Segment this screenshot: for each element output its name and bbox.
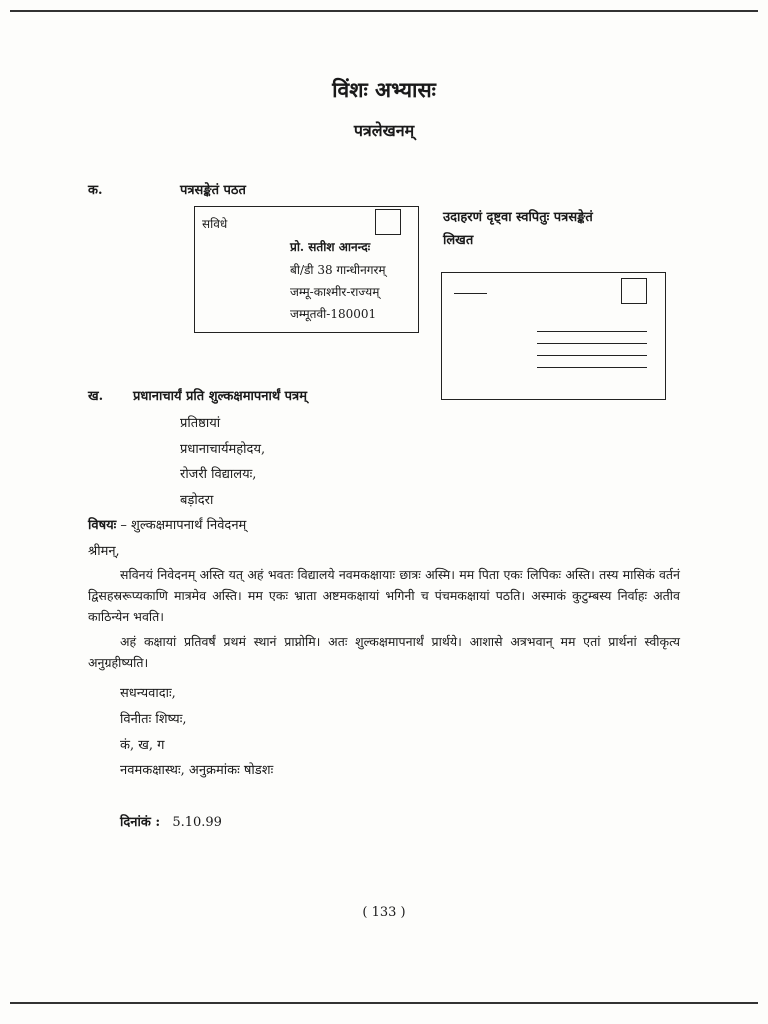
subject-label: विषयः — [88, 518, 117, 533]
example-postcard — [194, 206, 419, 333]
blank-address-line — [537, 343, 647, 344]
stamp-box — [375, 209, 401, 235]
address-line: बी/डी 38 गान्धीनगरम् — [290, 263, 386, 277]
page-subtitle: पत्रलेखनम् — [353, 121, 415, 140]
recipient-line: प्रतिष्ठायां — [180, 416, 221, 431]
letter-paragraph-2: अहं कक्षायां प्रतिवर्षं प्रथमं स्थानं प्राप्नोमि। अतः शुल्कक्षमापनार्थं प्रार्थये। आशासे अत्रभवान् मम एतां प्रार्थनां स्वीकृत्य अनुग्रहीष्यति। — [88, 634, 680, 670]
closing-line: नवमकक्षास्थः, अनुक्रमांकः षोडशः — [120, 763, 274, 778]
bottom-rule — [10, 1002, 758, 1004]
page-number: ( 133 ) — [362, 905, 406, 920]
section-ka-label: पत्रसङ्केतं पठत — [180, 183, 246, 198]
subject-text: – शुल्कक्षमापनार्थं निवेदनम् — [120, 518, 247, 533]
address-line: जम्मू-काश्मीर-राज्यम् — [290, 285, 380, 299]
page-title: विंशः अभ्यासः — [332, 77, 436, 102]
section-kha-marker: ख. — [88, 389, 104, 404]
section-ka-marker: क. — [88, 183, 103, 198]
closing-line: सधन्यवादाः, — [120, 686, 176, 701]
blank-postcard — [441, 272, 666, 400]
date-label: दिनांकं : — [120, 815, 161, 830]
stamp-box — [621, 278, 647, 304]
card-corner-text: सविधे — [202, 217, 228, 231]
recipient-line: बड़ोदरा — [180, 493, 214, 508]
letter-paragraph-1: सविनयं निवेदनम् अस्ति यत् अहं भवतः विद्यालये नवमकक्षायाः छात्रः अस्मि। मम पिता एकः लिपिकः अस्ति। तस्य मासिकं वर्तनं द्विसहस्ररूप्यकाणि मात्रमेव अस्ति। मम एकः भ्राता अष्टमकक्षायां भगिनी च पंचमकक्षायां पठति। अस्माकं कुटुम्बस्य निर्वाहः अतीव काठिन्येन भवति। — [88, 567, 680, 624]
closing-line: कं, ख, ग — [120, 738, 165, 753]
address-line: जम्मूतवी-180001 — [290, 307, 377, 321]
closing-line: विनीतः शिष्यः, — [120, 712, 187, 727]
blank-corner-line — [454, 293, 487, 294]
recipient-line: रोजरी विद्यालयः, — [180, 467, 257, 482]
addressee-name: प्रो. सतीश आनन्दः — [290, 240, 371, 254]
recipient-line: प्रधानाचार्यमहोदय, — [180, 442, 266, 457]
salutation: श्रीमन्, — [88, 544, 120, 559]
blank-address-line — [537, 367, 647, 368]
subject-line — [88, 515, 246, 533]
blank-address-line — [537, 355, 647, 356]
instruction-line: लिखत — [443, 233, 474, 248]
instruction-line: उदाहरणं दृष्ट्वा स्वपितुः पत्रसङ्केतं — [443, 210, 593, 225]
top-rule — [10, 10, 758, 12]
date-value: 5.10.99 — [172, 815, 222, 830]
blank-address-line — [537, 331, 647, 332]
date-line — [120, 812, 222, 830]
section-kha-label: प्रधानाचार्यं प्रति शुल्कक्षमापनार्थं पत्रम् — [133, 389, 308, 404]
